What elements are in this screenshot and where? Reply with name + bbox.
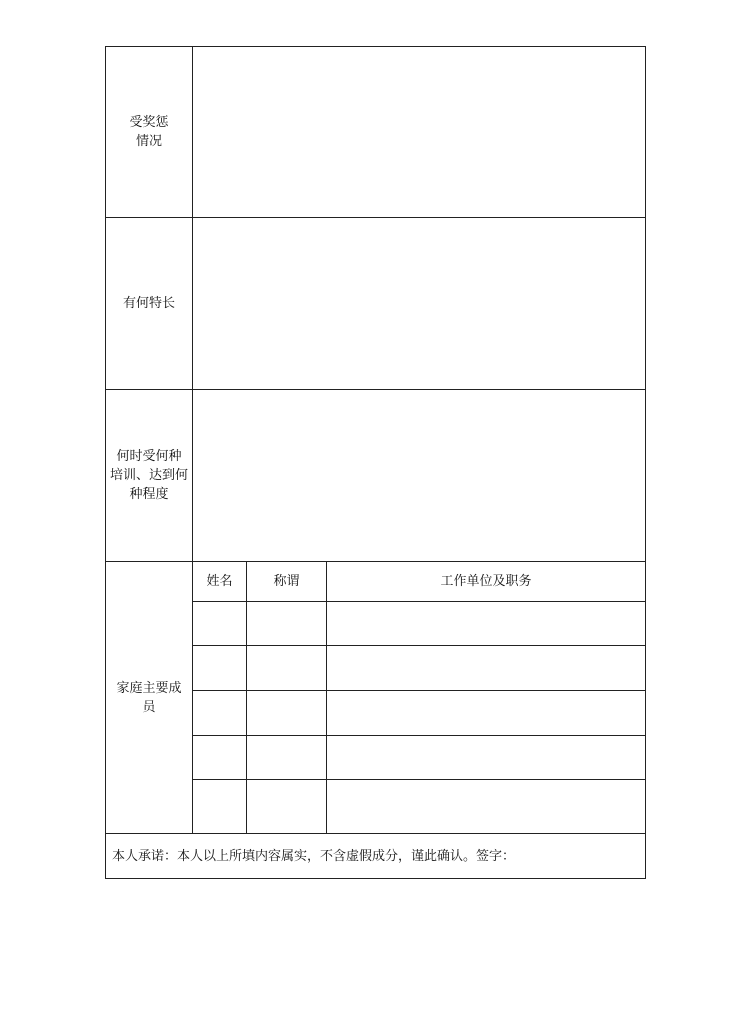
member-relation-field[interactable] <box>247 780 327 834</box>
family-header-name: 姓名 <box>193 562 247 602</box>
member-relation-field[interactable] <box>247 736 327 780</box>
form-table <box>105 46 646 879</box>
member-relation-field[interactable] <box>247 602 327 646</box>
member-relation-field[interactable] <box>247 646 327 691</box>
member-work-field[interactable] <box>327 646 646 691</box>
family-label-line-2: 员 <box>142 699 156 715</box>
training-label <box>106 390 193 562</box>
training-label-line-2: 培训、达到何 <box>109 468 188 483</box>
family-label-line-1: 家庭主要成 <box>116 680 182 696</box>
member-name-field[interactable] <box>193 736 247 780</box>
member-name-field[interactable] <box>193 646 247 691</box>
pledge-row <box>106 834 646 879</box>
awards-label-line-2: 情况 <box>135 134 162 149</box>
specialties-label <box>106 218 193 390</box>
specialties-field[interactable] <box>193 218 646 390</box>
awards-label <box>106 47 193 218</box>
member-work-field[interactable] <box>327 780 646 834</box>
awards-row <box>106 47 646 218</box>
family-header-relation: 称谓 <box>247 562 327 602</box>
member-name-field[interactable] <box>193 602 247 646</box>
member-name-field[interactable] <box>193 691 247 736</box>
training-field[interactable] <box>193 390 646 562</box>
family-header-work: 工作单位及职务 <box>327 562 646 602</box>
member-relation-field[interactable] <box>247 691 327 736</box>
training-label-line-3: 种程度 <box>129 487 169 502</box>
member-work-field[interactable] <box>327 602 646 646</box>
member-work-field[interactable] <box>327 736 646 780</box>
pledge-text: 本人承诺：本人以上所填内容属实，不含虚假成分，谨此确认。签字： <box>106 834 646 879</box>
training-label-line-1: 何时受何种 <box>116 449 182 464</box>
member-work-field[interactable] <box>327 691 646 736</box>
awards-label-line-1: 受奖惩 <box>129 115 169 130</box>
specialties-label-line-1: 有何特长 <box>122 296 175 311</box>
family-label <box>106 562 193 834</box>
member-name-field[interactable] <box>193 780 247 834</box>
specialties-row <box>106 218 646 390</box>
family-header-row <box>106 562 646 602</box>
training-row <box>106 390 646 562</box>
awards-field[interactable] <box>193 47 646 218</box>
